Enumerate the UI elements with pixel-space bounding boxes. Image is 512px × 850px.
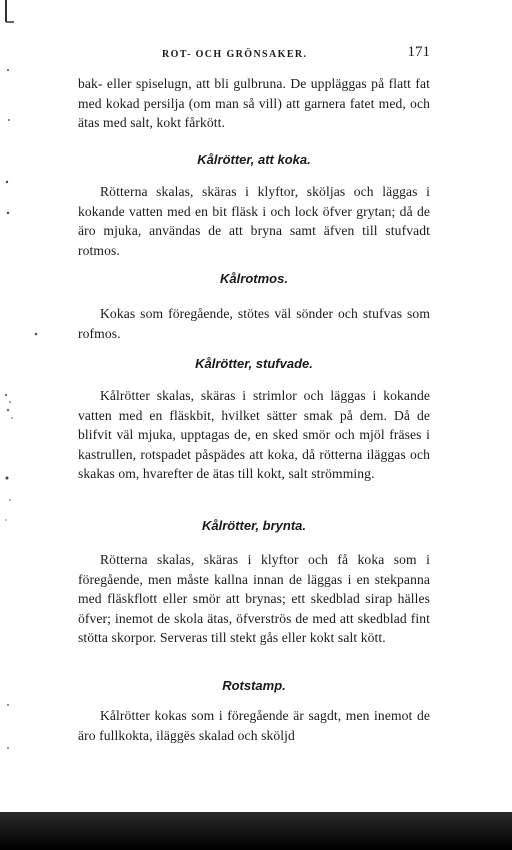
- paragraph-text: Rötterna skalas, skäras i klyftor, sköljas och läggas i kokande vatten med en bit fläsk i och lock öfver grytan; då de äro mjuka, användas de att bryna samt äfven till stufvadt rotmos.: [78, 184, 430, 258]
- section-heading: Kålrötter, stufvade.: [195, 356, 313, 371]
- section-heading: Kålrötter, att koka.: [197, 152, 311, 167]
- section-heading: Kålrötter, brynta.: [201, 518, 307, 533]
- section-heading: Rotstamp.: [222, 678, 286, 693]
- paragraph-kalrotmos: [78, 304, 430, 343]
- scan-margin-marks: [0, 0, 60, 850]
- scan-bottom-edge: [0, 812, 512, 850]
- page-number: 171: [407, 44, 430, 60]
- paragraph-text: Kålrötter kokas som i föregående är sagdt, men inemot de äro fullkokta, iläggës skalad och sköljd: [78, 708, 430, 743]
- paragraph-rotstamp: [78, 706, 430, 745]
- paragraph-kalrotter-brynta: [78, 550, 430, 648]
- page-header: [70, 44, 430, 64]
- paragraph-text: bak- eller spiselugn, att bli gulbruna. De uppläggas på flatt fat med kokad persilja (om man så vill) att garnera fatet med, och ätas med salt, kokt fårkött.: [78, 76, 430, 131]
- paragraph-text: Kålrötter skalas, skäras i strimlor och läggas i kokande vatten med en fläskbit, hvilket sätter smak på dem. Då de blifvit väl mjuka, upptagas de, en sked smör och mjöl fräses i kastrullen, rotspadet påspädes att koka, då rötterna iläggas och skakas om, hvarefter de ätas till kokt, salt strömming.: [78, 388, 430, 482]
- paragraph-text: Rötterna skalas, skäras i klyftor och få koka som i föregående, men måste kallna innan de läggas i en stekpanna med fläskflott eller smör att brynas; ett skedblad sirap hälles öfver; inemot de skola ätas, öfverströs de med att skedblad fint stötta skorpor. Serveras till stekt gås eller kokt salt kött.: [78, 552, 430, 646]
- section-heading: Kålrotmos.: [220, 271, 288, 286]
- paragraph-kalrotter-stufvade: [78, 386, 430, 484]
- paragraph-kalrotter-koka: [78, 182, 430, 260]
- paragraph-text: Kokas som föregående, stötes väl sönder och stufvas som rofmos.: [78, 306, 430, 341]
- paragraph-intro: [78, 74, 430, 133]
- running-head: ROT- OCH GRÖNSAKER.: [162, 49, 308, 60]
